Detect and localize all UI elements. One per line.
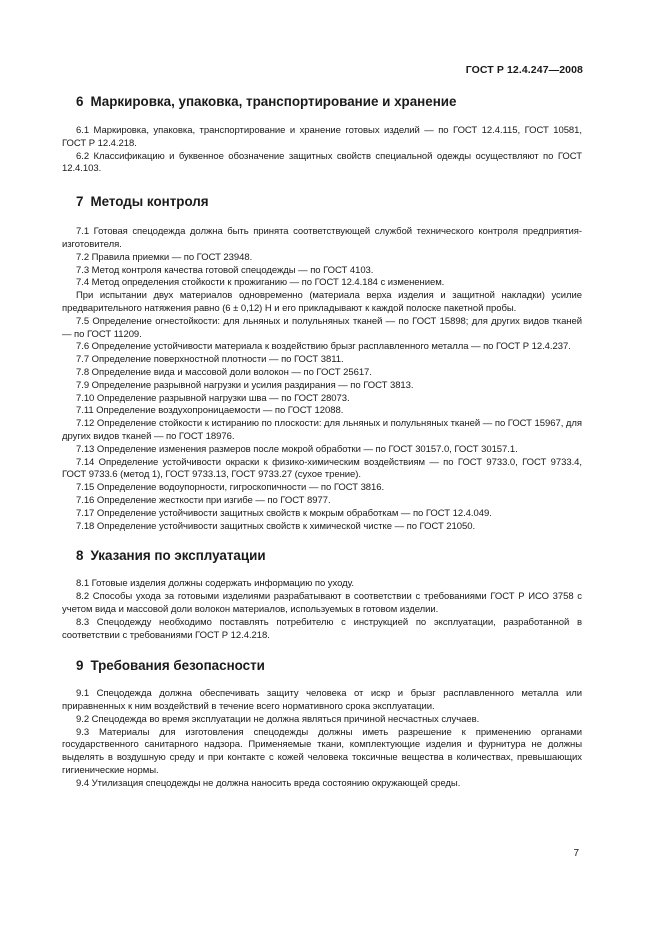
paragraph: 7.14 Определение устойчивости окраски к физико-химическим воздействиям — по ГОСТ 9733.0, ГОСТ 9733.4, ГОСТ 9733.6 (метод 1), ГОСТ 9733.13, ГОСТ 9733.27 (сухое трение). bbox=[62, 456, 582, 481]
paragraph: 7.15 Определение водоупорности, гигроскопичности — по ГОСТ 3816. bbox=[76, 482, 385, 494]
paragraph: 9.4 Утилизация спецодежды не должна наносить вреда состоянию окружающей среды. bbox=[76, 777, 461, 789]
section-number: 8 bbox=[76, 548, 84, 564]
paragraph: 9.1 Спецодежда должна обеспечивать защиту человека от искр и брызг расплавленного металла или приравненных к ним воздействий в течение всего нормативного срока эксплуатации. bbox=[62, 688, 582, 713]
document-body bbox=[62, 94, 582, 791]
section-heading bbox=[62, 194, 582, 210]
paragraph: 7.4 Метод определения стойкости к прожиганию — по ГОСТ 12.4.184 с изменением. bbox=[76, 277, 445, 289]
paragraph: 7.18 Определение устойчивости защитных свойств к химической чистке — по ГОСТ 21050. bbox=[76, 520, 476, 532]
paragraph: 7.13 Определение изменения размеров после мокрой обработки — по ГОСТ 30157.0, ГОСТ 30157.1. bbox=[76, 443, 518, 455]
paragraph: 7.10 Определение разрывной нагрузки шва — по ГОСТ 28073. bbox=[76, 392, 350, 404]
paragraph: 7.5 Определение огнестойкости: для льняных и полульняных тканей — по ГОСТ 15898; для других видов тканей — по ГОСТ 11209. bbox=[62, 315, 582, 340]
section-title: Маркировка, упаковка, транспортирование и хранение bbox=[90, 94, 457, 109]
paragraph: 9.3 Материалы для изготовления спецодежды должны иметь разрешение к применению органами государственного санитарного надзора. Применяемые ткани, комплектующие изделия и фурнитура не должны выделять в воздушную среду и при контакте с кожей человека токсичные вещества в количествах, превышающих гигиенические нормы. bbox=[62, 726, 582, 777]
paragraph: 7.6 Определение устойчивости материала к воздействию брызг расплавленного металла — по ГОСТ Р 12.4.237. bbox=[76, 341, 571, 353]
section-heading bbox=[62, 658, 582, 674]
paragraph: 9.2 Спецодежда во время эксплуатации не должна являться причиной несчастных случаев. bbox=[76, 713, 480, 725]
section-title: Требования безопасности bbox=[90, 658, 265, 674]
section-number: 6 bbox=[76, 94, 84, 109]
paragraph: 7.9 Определение разрывной нагрузки и усилия раздирания — по ГОСТ 3813. bbox=[76, 379, 414, 391]
paragraph: 7.11 Определение воздухопроницаемости — по ГОСТ 12088. bbox=[76, 405, 344, 417]
section-number: 7 bbox=[76, 194, 84, 210]
section-heading bbox=[62, 94, 582, 110]
paragraph: 7.3 Метод контроля качества готовой спецодежды — по ГОСТ 4103. bbox=[76, 264, 374, 276]
paragraph: 8.1 Готовые изделия должны содержать информацию по уходу. bbox=[76, 578, 354, 590]
paragraph: 7.17 Определение устойчивости защитных свойств к мокрым обработкам — по ГОСТ 12.4.049. bbox=[76, 507, 492, 519]
paragraph: 8.2 Способы ухода за готовыми изделиями разрабатывают в соответствии с требованиями ГОСТ Р ИСО 3758 с учетом вида и массовой доли волокон материалов, используемых в готовом изделии. bbox=[62, 591, 582, 615]
paragraph: 6.2 Классификацию и буквенное обозначение защитных свойств специальной одежды осуществляют по ГОСТ 12.4.103. bbox=[62, 150, 582, 175]
paragraph: 6.1 Маркировка, упаковка, транспортирование и хранение готовых изделий — по ГОСТ 12.4.115, ГОСТ 10581, ГОСТ Р 12.4.218. bbox=[62, 125, 582, 149]
paragraph: 7.16 Определение жесткости при изгибе — по ГОСТ 8977. bbox=[76, 494, 331, 506]
paragraph: 7.2 Правила приемки — по ГОСТ 23948. bbox=[76, 251, 253, 263]
paragraph: 7.8 Определение вида и массовой доли волокон — по ГОСТ 25617. bbox=[76, 366, 372, 378]
document-code: ГОСТ Р 12.4.247—2008 bbox=[465, 64, 583, 76]
section-title: Методы контроля bbox=[90, 194, 209, 210]
paragraph: 7.1 Готовая спецодежда должна быть принята соответствующей службой технического контроля предприятия-изготовителя. bbox=[62, 226, 582, 250]
section-title: Указания по эксплуатации bbox=[90, 548, 266, 564]
section-number: 9 bbox=[76, 658, 84, 674]
paragraph: 8.3 Спецодежду необходимо поставлять потребителю с инструкцией по эксплуатации, разработанной в соответствии с требованиями ГОСТ Р 12.4.218. bbox=[62, 616, 582, 641]
page-number: 7 bbox=[573, 848, 579, 859]
paragraph: При испытании двух материалов одновременно (материала верха изделия и защитной накладки) усилие предварительного натяжения равно (6 ± 0,12) Н и его прикладывают к каждой полоске пакетной пробы. bbox=[62, 290, 582, 314]
paragraph: 7.12 Определение стойкости к истиранию по плоскости: для льняных и полульняных тканей — по ГОСТ 15967, для других видов тканей — по ГОСТ 18976. bbox=[62, 418, 582, 442]
paragraph: 7.7 Определение поверхностной плотности — по ГОСТ 3811. bbox=[76, 354, 344, 366]
section-heading bbox=[62, 548, 582, 564]
